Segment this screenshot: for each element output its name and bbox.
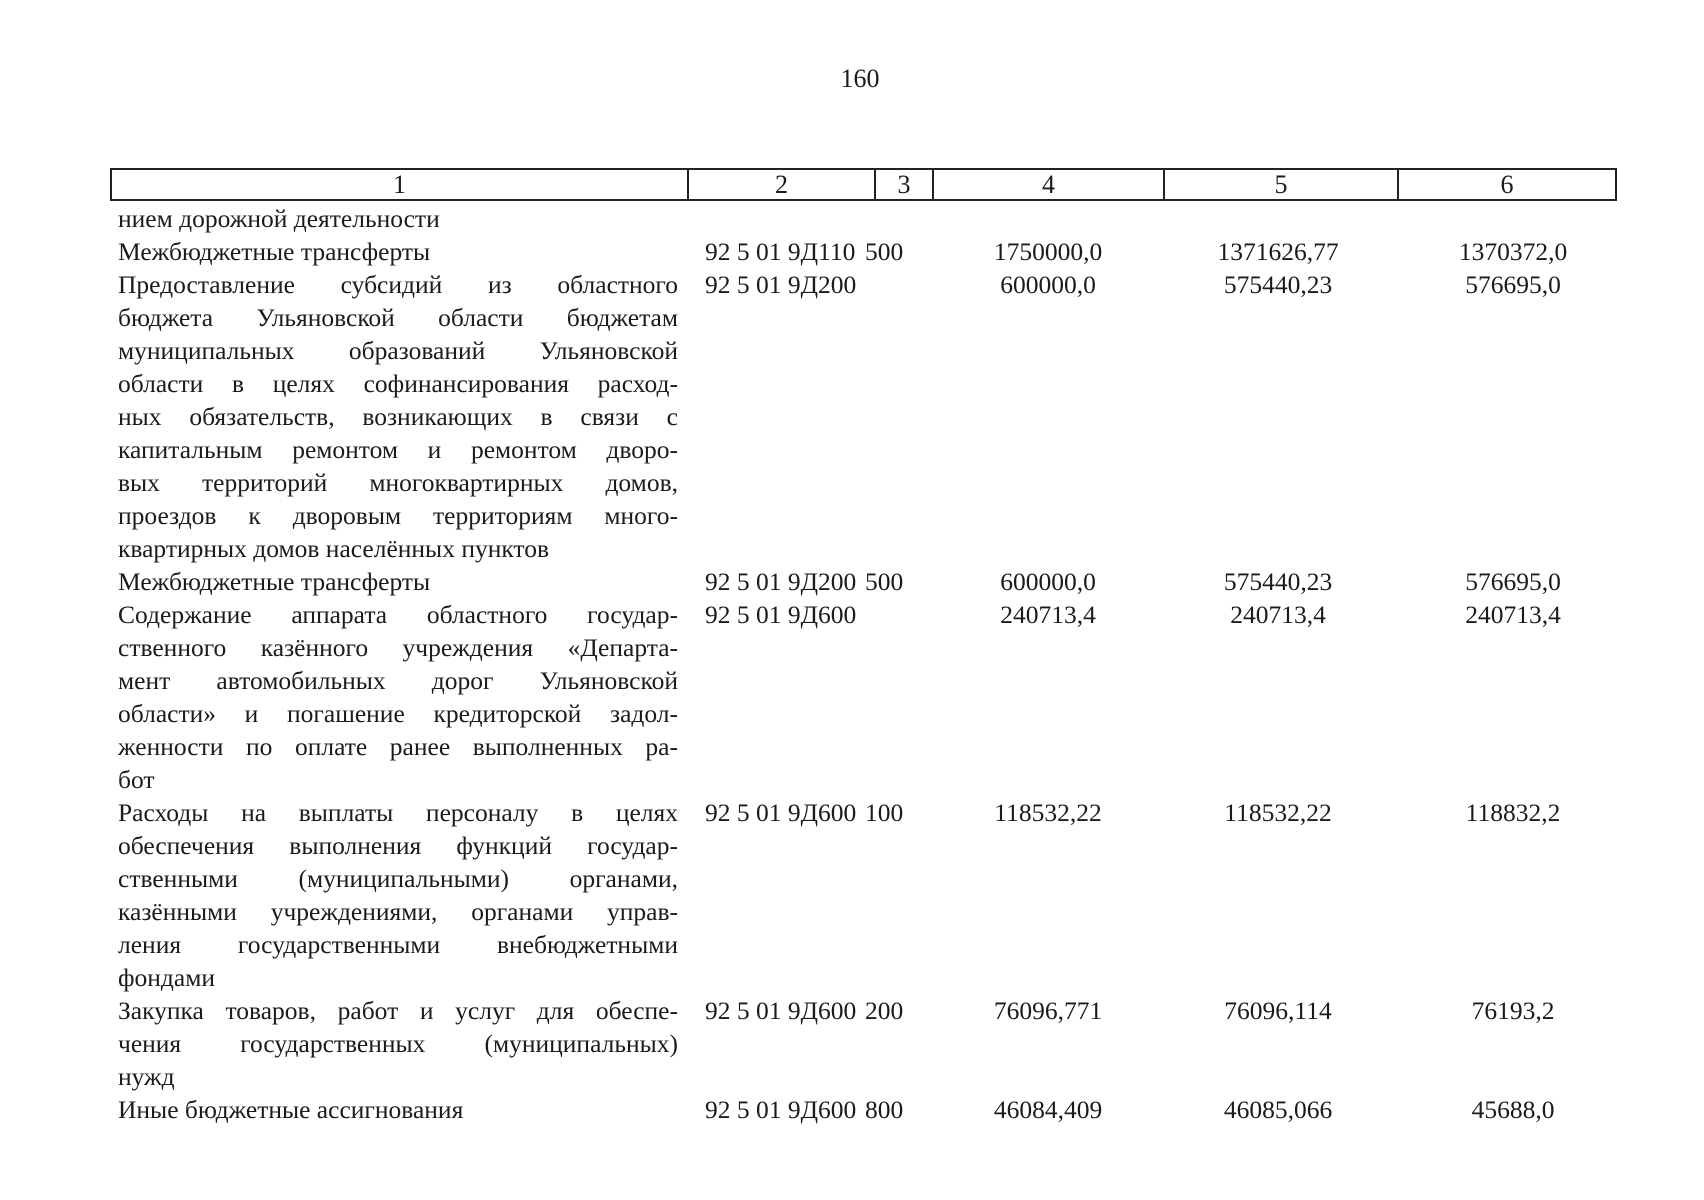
description-line: муниципальных образований Ульяновской bbox=[118, 336, 678, 365]
description-line: ственными (муниципальными) органами, bbox=[118, 864, 678, 893]
description-line: ления государственными внебюджетными bbox=[118, 930, 678, 959]
description-line: ственного казённого учреждения «Департа- bbox=[118, 633, 678, 662]
row-description bbox=[118, 598, 678, 796]
value-col-6: 76193,2 bbox=[1471, 996, 1555, 1025]
description-line: капитальным ремонтом и ремонтом дворо- bbox=[118, 435, 678, 464]
description-line: Содержание аппарата областного государ- bbox=[118, 600, 678, 629]
value-col-4: 76096,771 bbox=[993, 996, 1103, 1025]
description-line: квартирных домов населённых пунктов bbox=[118, 534, 550, 563]
value-col-6: 118832,2 bbox=[1465, 798, 1561, 827]
header-cell-3: 3 bbox=[876, 170, 934, 199]
description-line: Межбюджетные трансферты bbox=[118, 237, 431, 266]
table-row bbox=[118, 796, 1618, 994]
value-col-4: 600000,0 bbox=[1000, 270, 1096, 299]
budget-code: 92 5 01 9Д600 bbox=[705, 798, 857, 827]
row-description bbox=[118, 565, 678, 598]
description-line: проездов к дворовым территориям много- bbox=[118, 501, 678, 530]
row-description bbox=[118, 796, 678, 994]
page-number: 160 bbox=[840, 64, 880, 93]
table-row bbox=[118, 598, 1618, 796]
header-cell-4: 4 bbox=[934, 170, 1165, 199]
row-description bbox=[118, 268, 678, 565]
table-row bbox=[118, 268, 1618, 565]
table-row bbox=[118, 235, 1618, 268]
table-row bbox=[118, 1093, 1618, 1126]
value-col-4: 46084,409 bbox=[993, 1095, 1103, 1124]
table-header bbox=[110, 168, 1617, 201]
expense-type: 200 bbox=[865, 996, 904, 1025]
description-line: нием дорожной деятельности bbox=[118, 204, 440, 233]
description-line: Предоставление субсидий из областного bbox=[118, 270, 678, 299]
budget-code: 92 5 01 9Д200 bbox=[705, 270, 857, 299]
value-col-6: 576695,0 bbox=[1465, 567, 1561, 596]
description-line: фондами bbox=[118, 963, 215, 992]
value-col-5: 575440,23 bbox=[1223, 270, 1333, 299]
header-cell-6: 6 bbox=[1500, 169, 1514, 199]
value-col-4: 600000,0 bbox=[1000, 567, 1096, 596]
value-col-5: 240713,4 bbox=[1230, 600, 1326, 629]
expense-type: 800 bbox=[865, 1095, 904, 1124]
budget-code: 92 5 01 9Д600 bbox=[705, 996, 857, 1025]
value-col-6: 45688,0 bbox=[1471, 1095, 1555, 1124]
value-col-5: 575440,23 bbox=[1223, 567, 1333, 596]
description-line: вых территорий многоквартирных домов, bbox=[118, 468, 678, 497]
table-row bbox=[118, 994, 1618, 1093]
value-col-5: 46085,066 bbox=[1223, 1095, 1333, 1124]
description-line: нужд bbox=[118, 1062, 175, 1091]
description-line: Межбюджетные трансферты bbox=[118, 567, 431, 596]
description-line: Иные бюджетные ассигнования bbox=[118, 1095, 464, 1124]
description-line: обеспечения выполнения функций государ- bbox=[118, 831, 678, 860]
row-description bbox=[118, 994, 678, 1093]
value-col-5: 118532,22 bbox=[1224, 798, 1332, 827]
table-row bbox=[118, 202, 1618, 235]
value-col-4: 1750000,0 bbox=[993, 237, 1103, 266]
table-body bbox=[118, 202, 1618, 1126]
row-description bbox=[118, 235, 678, 268]
expense-type: 500 bbox=[865, 567, 904, 596]
budget-code: 92 5 01 9Д600 bbox=[705, 600, 857, 629]
description-line: области» и погашение кредиторской задол- bbox=[118, 699, 678, 728]
description-line: Расходы на выплаты персоналу в целях bbox=[118, 798, 678, 827]
value-col-6: 1370372,0 bbox=[1458, 237, 1568, 266]
description-line: области в целях софинансирования расход- bbox=[118, 369, 678, 398]
value-col-6: 576695,0 bbox=[1465, 270, 1561, 299]
budget-code: 92 5 01 9Д110 bbox=[705, 237, 856, 266]
description-line: чения государственных (муниципальных) bbox=[118, 1029, 678, 1058]
header-cell-2: 2 bbox=[689, 170, 876, 199]
description-line: бюджета Ульяновской области бюджетам bbox=[118, 303, 678, 332]
expense-type: 500 bbox=[865, 237, 904, 266]
value-col-6: 240713,4 bbox=[1465, 600, 1561, 629]
budget-code: 92 5 01 9Д200 bbox=[705, 567, 857, 596]
expense-type: 100 bbox=[865, 798, 904, 827]
description-line: мент автомобильных дорог Ульяновской bbox=[118, 666, 678, 695]
value-col-4: 240713,4 bbox=[1000, 600, 1096, 629]
budget-code: 92 5 01 9Д600 bbox=[705, 1095, 857, 1124]
header-cell-5: 5 bbox=[1165, 170, 1399, 199]
table-row bbox=[118, 565, 1618, 598]
row-description bbox=[118, 202, 678, 235]
value-col-5: 1371626,77 bbox=[1217, 237, 1339, 266]
description-line: Закупка товаров, работ и услуг для обеспе- bbox=[118, 996, 678, 1025]
description-line: бот bbox=[118, 765, 155, 794]
value-col-5: 76096,114 bbox=[1224, 996, 1332, 1025]
description-line: женности по оплате ранее выполненных ра- bbox=[118, 732, 678, 761]
header-cell-1: 1 bbox=[112, 170, 689, 199]
description-line: казёнными учреждениями, органами управ- bbox=[118, 897, 678, 926]
row-description bbox=[118, 1093, 678, 1126]
value-col-4: 118532,22 bbox=[994, 798, 1102, 827]
description-line: ных обязательств, возникающих в связи с bbox=[118, 402, 678, 431]
